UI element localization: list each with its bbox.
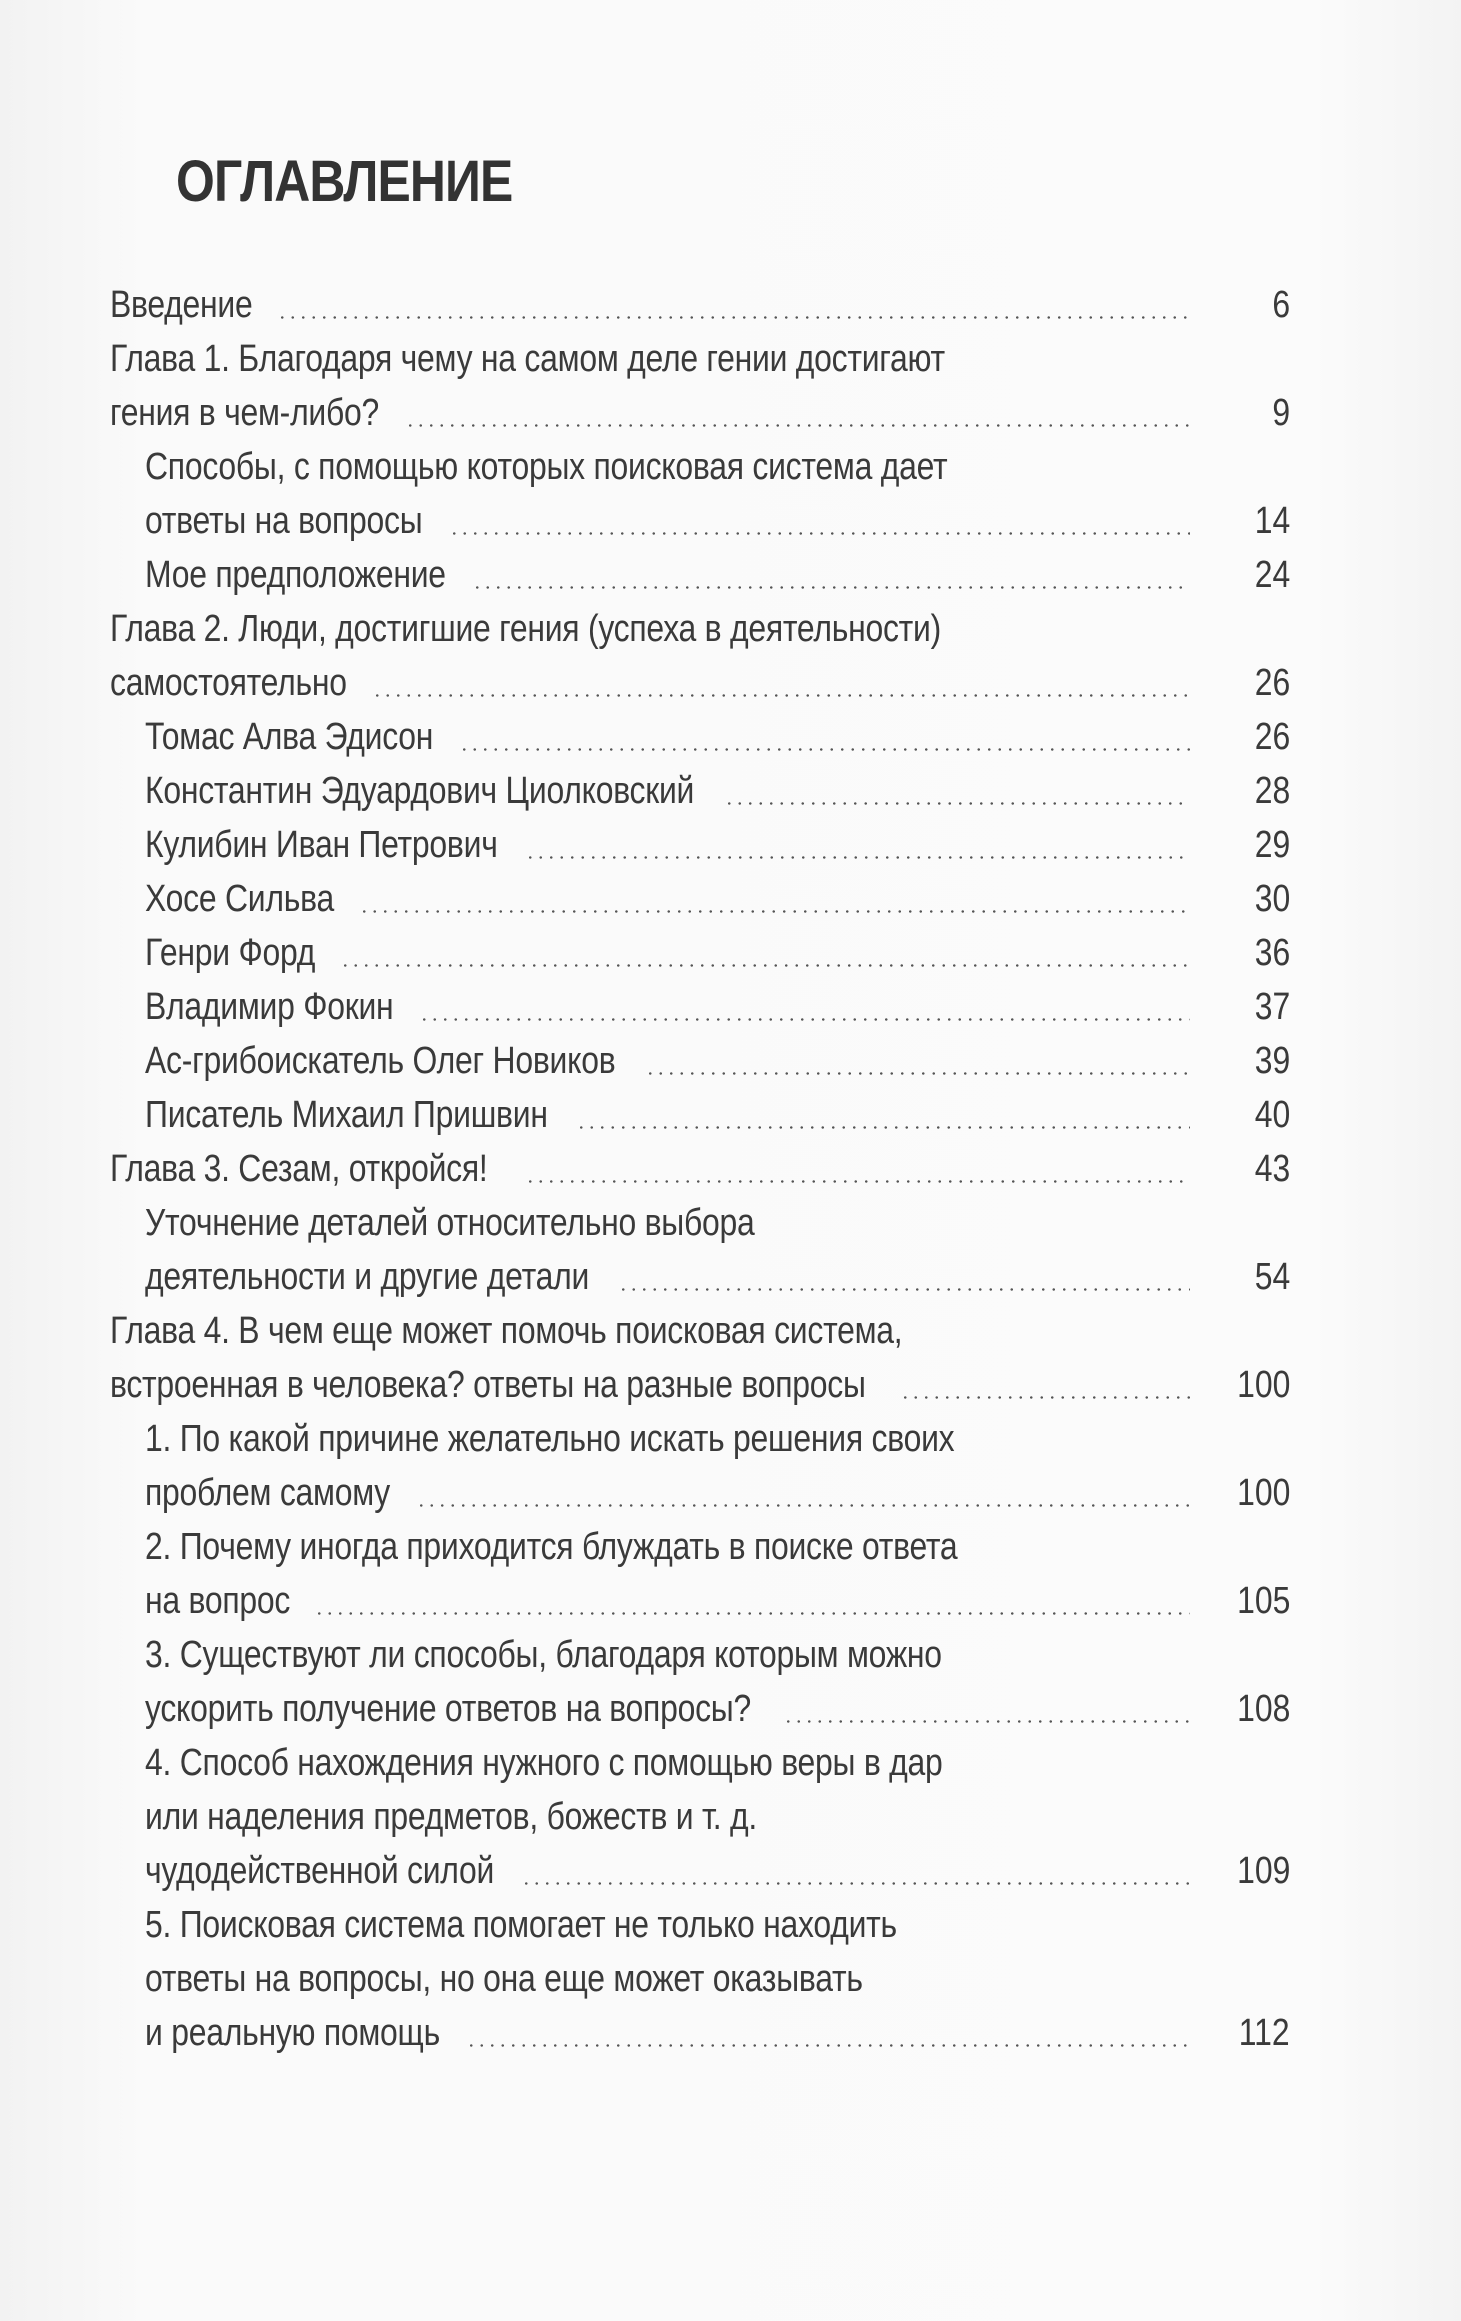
toc-entry[interactable]: [110, 548, 1290, 602]
toc-entry[interactable]: [110, 818, 1290, 872]
dot-leader: [783, 1682, 1190, 1736]
toc-line: [110, 1196, 1290, 1250]
dot-leader: [472, 548, 1190, 602]
page-title: ОГЛАВЛЕНИЕ: [176, 149, 513, 214]
dot-leader: [525, 818, 1190, 872]
toc-line: [110, 440, 1290, 494]
toc-entry-text: проблем самому: [145, 1472, 390, 1514]
toc-line: [110, 1250, 1290, 1304]
toc-line: [110, 2006, 1290, 2060]
page-number: 112: [1239, 2012, 1290, 2054]
dot-leader: [419, 980, 1190, 1034]
dot-leader: [359, 872, 1190, 926]
toc-entry[interactable]: [110, 1196, 1290, 1304]
toc-entry[interactable]: [110, 872, 1290, 926]
page-number: 14: [1254, 500, 1290, 542]
page-number: 28: [1254, 770, 1290, 812]
toc-line: [110, 1466, 1290, 1520]
page-number: 6: [1272, 284, 1290, 326]
dot-leader: [521, 1844, 1190, 1898]
toc-entry-text: Писатель Михаил Пришвин: [145, 1094, 548, 1136]
toc-line: [110, 1358, 1290, 1412]
toc-line: [110, 1304, 1290, 1358]
toc-entry-text: и реальную помощь: [145, 2012, 440, 2054]
toc-entry-text: деятельности и другие детали: [145, 1256, 590, 1298]
dot-leader: [459, 710, 1190, 764]
page-number: 37: [1254, 986, 1290, 1028]
page-number: 108: [1236, 1688, 1290, 1730]
toc-entry-text: 5. Поисковая система помогает не только находить: [145, 1904, 897, 1946]
page-number: 100: [1236, 1364, 1290, 1406]
toc-entry[interactable]: [110, 1628, 1290, 1736]
page-number: 26: [1254, 716, 1290, 758]
page-number: 9: [1272, 392, 1290, 434]
page-number: 24: [1254, 554, 1290, 596]
toc-entry-text: Уточнение деталей относительно выбора: [145, 1202, 755, 1244]
toc-entry-text: самостоятельно: [110, 662, 347, 704]
toc-entry-text: Глава 1. Благодаря чему на самом деле гении достигают: [110, 338, 945, 380]
dot-leader: [618, 1250, 1190, 1304]
page-number: 100: [1236, 1472, 1290, 1514]
toc-entry-text: Хосе Сильва: [145, 878, 334, 920]
page-number: 36: [1254, 932, 1290, 974]
toc-line: [110, 1142, 1290, 1196]
toc-entry-text: ответы на вопросы, но она еще может оказывать: [145, 1958, 863, 2000]
page-number: 105: [1236, 1580, 1290, 1622]
toc-entry-text: Мое предположение: [145, 554, 446, 596]
toc-entry[interactable]: [110, 926, 1290, 980]
toc-line: [110, 1736, 1290, 1790]
toc-entry[interactable]: [110, 602, 1290, 710]
toc-line: [110, 980, 1290, 1034]
toc-entry-text: 3. Существуют ли способы, благодаря которым можно: [145, 1634, 942, 1676]
toc-line: [110, 872, 1290, 926]
page-number: 54: [1254, 1256, 1290, 1298]
toc-entry-text: Константин Эдуардович Циолковский: [145, 770, 695, 812]
toc-entry-text: чудодейственной силой: [145, 1850, 495, 1892]
toc-line: [110, 1844, 1290, 1898]
toc-entry-text: или наделения предметов, божеств и т. д.: [145, 1796, 758, 1838]
toc-entry-text: Способы, с помощью которых поисковая система дает: [145, 446, 948, 488]
dot-leader: [645, 1034, 1190, 1088]
toc-line: [110, 332, 1290, 386]
dot-leader: [525, 1142, 1190, 1196]
page-number: 30: [1254, 878, 1290, 920]
toc-entry[interactable]: [110, 1736, 1290, 1898]
toc-entry[interactable]: [110, 1142, 1290, 1196]
toc-entry[interactable]: [110, 440, 1290, 548]
toc-entry[interactable]: [110, 1304, 1290, 1412]
page-number: 40: [1254, 1094, 1290, 1136]
toc-line: [110, 602, 1290, 656]
toc-entry[interactable]: [110, 332, 1290, 440]
toc-entry-text: Глава 3. Сезам, откройся!: [110, 1148, 488, 1190]
dot-leader: [724, 764, 1190, 818]
toc-line: [110, 1628, 1290, 1682]
toc-line: [110, 656, 1290, 710]
dot-leader: [900, 1358, 1190, 1412]
toc-entry-text: ответы на вопросы: [145, 500, 423, 542]
toc-entry-text: Глава 4. В чем еще может помочь поисковая система,: [110, 1310, 903, 1352]
toc-line: [110, 926, 1290, 980]
toc-entry-text: встроенная в человека? ответы на разные вопросы: [110, 1364, 866, 1406]
dot-leader: [372, 656, 1190, 710]
toc-line: [110, 1898, 1290, 1952]
toc-line: [110, 818, 1290, 872]
toc-line: [110, 1520, 1290, 1574]
toc-line: [110, 1952, 1290, 2006]
toc-entry-text: на вопрос: [145, 1580, 291, 1622]
toc-entry[interactable]: [110, 764, 1290, 818]
toc-line: [110, 1034, 1290, 1088]
dot-leader: [277, 278, 1190, 332]
dot-leader: [314, 1574, 1190, 1628]
toc-entry[interactable]: [110, 1898, 1290, 2060]
toc-line: [110, 494, 1290, 548]
toc-line: [110, 386, 1290, 440]
table-of-contents: [110, 278, 1290, 2060]
toc-entry[interactable]: [110, 1034, 1290, 1088]
page-number: 39: [1254, 1040, 1290, 1082]
toc-line: [110, 1574, 1290, 1628]
toc-line: [110, 710, 1290, 764]
toc-line: [110, 1412, 1290, 1466]
dot-leader: [340, 926, 1190, 980]
dot-leader: [449, 494, 1190, 548]
toc-entry-text: Генри Форд: [145, 932, 316, 974]
dot-leader: [576, 1088, 1191, 1142]
toc-entry[interactable]: [110, 1412, 1290, 1520]
toc-entry-text: гения в чем-либо?: [110, 392, 380, 434]
toc-line: [110, 1682, 1290, 1736]
toc-line: [110, 548, 1290, 602]
toc-entry-text: 2. Почему иногда приходится блуждать в поиске ответа: [145, 1526, 958, 1568]
toc-entry-text: Ас-грибоискатель Олег Новиков: [145, 1040, 616, 1082]
page-number: 109: [1236, 1850, 1290, 1892]
toc-entry-text: Кулибин Иван Петрович: [145, 824, 498, 866]
toc-entry-text: Владимир Фокин: [145, 986, 394, 1028]
page-number: 43: [1254, 1148, 1290, 1190]
toc-entry[interactable]: [110, 1520, 1290, 1628]
toc-entry[interactable]: [110, 980, 1290, 1034]
page-number: 26: [1254, 662, 1290, 704]
toc-entry-text: Глава 2. Люди, достигшие гения (успеха в деятельности): [110, 608, 942, 650]
page-number: 29: [1254, 824, 1290, 866]
toc-entry[interactable]: [110, 710, 1290, 764]
toc-line: [110, 1790, 1290, 1844]
toc-entry[interactable]: [110, 1088, 1290, 1142]
toc-entry[interactable]: [110, 278, 1290, 332]
toc-entry-text: Введение: [110, 284, 253, 326]
toc-entry-text: 1. По какой причине желательно искать решения своих: [145, 1418, 955, 1460]
dot-leader: [466, 2006, 1190, 2060]
toc-line: [110, 1088, 1290, 1142]
toc-line: [110, 278, 1290, 332]
toc-entry-text: 4. Способ нахождения нужного с помощью веры в дар: [145, 1742, 943, 1784]
toc-entry-text: Томас Алва Эдисон: [145, 716, 434, 758]
toc-line: [110, 764, 1290, 818]
dot-leader: [416, 1466, 1191, 1520]
toc-entry-text: ускорить получение ответов на вопросы?: [145, 1688, 751, 1730]
dot-leader: [405, 386, 1190, 440]
